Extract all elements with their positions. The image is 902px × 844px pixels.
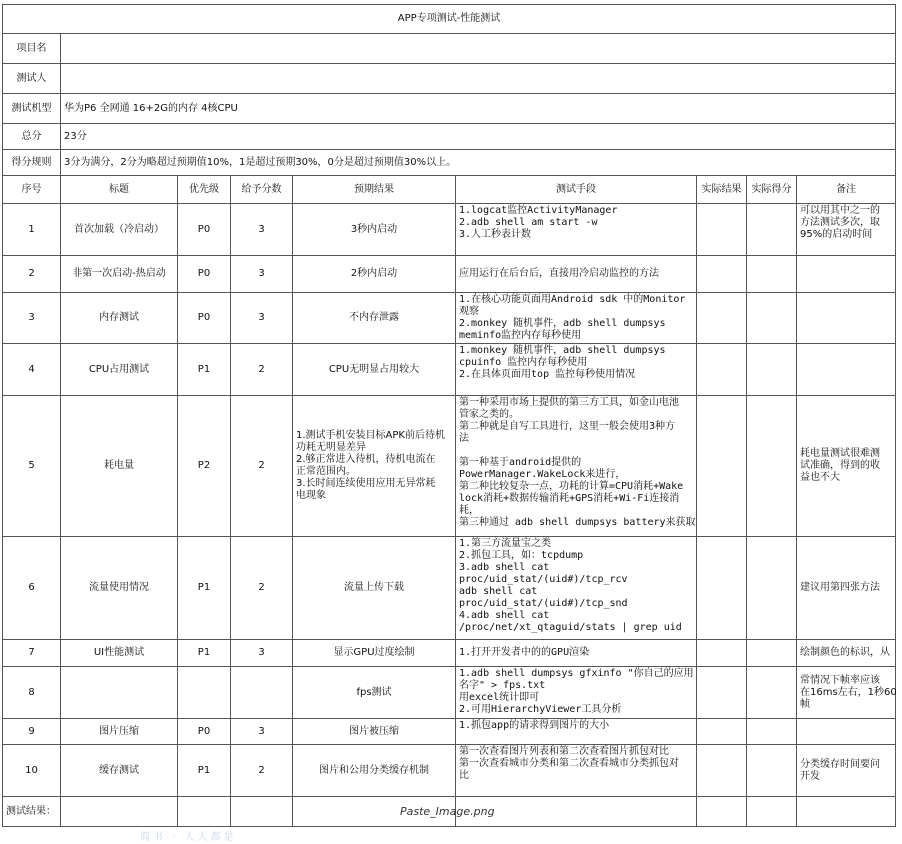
row-expected-line: 1.测试手机安装目标APK前后待机 [296, 430, 445, 441]
result-cell [61, 797, 178, 827]
row-method-line: cpuinfo 监控内存每秒使用 [459, 357, 588, 368]
row-actual-result [697, 667, 747, 719]
row-method-line: 法 [459, 433, 469, 444]
row-method-line: 用excel统计即可 [459, 692, 540, 703]
row-method [456, 396, 697, 537]
row-expected: 不内存泄露 [293, 293, 456, 344]
row-method [456, 719, 697, 745]
row-remark-line: 开发 [800, 770, 820, 782]
row-remark [797, 396, 896, 537]
row-expected: 2秒内启动 [293, 256, 456, 293]
result-cell [178, 797, 231, 827]
info-label: 总分 [3, 124, 61, 150]
row-actual-score [747, 396, 797, 537]
info-value: 23分 [61, 124, 896, 150]
row-method-line: 1.打开开发者中的的GPU渲染 [459, 647, 590, 658]
row-method-line: 4.adb shell cat [459, 610, 550, 621]
row-expected: 图片和公用分类缓存机制 [293, 745, 456, 797]
result-cell [797, 797, 896, 827]
row-remark [797, 537, 896, 640]
row-method-line: lock消耗+数据传输消耗+GPS消耗+Wi-Fi连接消 [459, 493, 680, 504]
row-method-line: 2.可用HierarchyViewer工具分析 [459, 704, 622, 715]
row-method-line: meminfo监控内存每秒使用 [459, 330, 582, 341]
row-remark [797, 204, 896, 256]
row-remark-line: 常情况下帧率应该 [800, 674, 880, 686]
column-header: 序号 [3, 176, 61, 204]
row-number: 1 [3, 204, 61, 256]
row-method-line: 2.adb shell am start -w [459, 217, 598, 228]
row-expected-line: 2.够正常进入待机，待机电流在 [296, 454, 436, 465]
row-method-line: 第二种就是自写工具进行，这里一般会使用3种方 [459, 421, 676, 432]
result-label: 测试结果： [3, 797, 61, 827]
info-value: 华为P6 全网通 16+2G的内存 4核CPU [61, 94, 896, 124]
row-method-line: 1.第三方流量宝之类 [459, 538, 552, 549]
row-title: 首次加载（冷启动） [61, 204, 178, 256]
row-number: 8 [3, 667, 61, 719]
info-label: 项目名 [3, 34, 61, 64]
row-number: 6 [3, 537, 61, 640]
row-method-line: 2.抓包工具，如：tcpdump [459, 550, 584, 561]
row-method-line: 比 [459, 770, 469, 781]
row-expected: 显示GPU过度绘制 [293, 640, 456, 667]
row-method [456, 204, 697, 256]
result-cell [231, 797, 293, 827]
row-method-line: 1.logcat监控ActivityManager [459, 205, 618, 216]
row-method-line: 第一次查看城市分类和第二次查看城市分类抓包对 [459, 758, 679, 769]
row-number: 3 [3, 293, 61, 344]
row-expected: fps测试 [293, 667, 456, 719]
info-row [3, 64, 896, 94]
row-method-line: /proc/net/xt_qtaguid/stats | grep uid [459, 622, 682, 633]
row-score: 2 [231, 537, 293, 640]
row-score: 3 [231, 204, 293, 256]
row-remark-line: 可以用其中之一的 [800, 205, 880, 216]
row-title: 流量使用情况 [61, 537, 178, 640]
row-method [456, 256, 697, 293]
row-title [61, 667, 178, 719]
row-method-line [459, 445, 693, 457]
row-method [456, 640, 697, 667]
row-actual-result [697, 293, 747, 344]
column-header: 给予分数 [231, 176, 293, 204]
table-row [3, 537, 896, 640]
row-remark-line: 95%的启动时间 [800, 229, 873, 240]
info-value [61, 34, 896, 64]
row-priority: P1 [178, 745, 231, 797]
row-actual-result [697, 719, 747, 745]
row-remark [797, 344, 896, 396]
row-score: 2 [231, 396, 293, 537]
row-title: 非第一次启动-热启动 [61, 256, 178, 293]
column-header: 备注 [797, 176, 896, 204]
row-method-line: 2.monkey 随机事件，adb shell dumpsys [459, 318, 666, 329]
row-remark-line: 益也不大 [800, 472, 840, 483]
table-row [3, 293, 896, 344]
table-row [3, 667, 896, 719]
row-remark-line: 分类缓存时间要问 [800, 758, 880, 770]
row-title: UI性能测试 [61, 640, 178, 667]
row-actual-result [697, 256, 747, 293]
row-actual-score [747, 537, 797, 640]
info-label: 测试人 [3, 64, 61, 94]
row-score: 2 [231, 745, 293, 797]
row-actual-result [697, 204, 747, 256]
table-row [3, 719, 896, 745]
row-priority: P0 [178, 293, 231, 344]
row-score: 3 [231, 293, 293, 344]
row-expected: 3秒内启动 [293, 204, 456, 256]
row-actual-score [747, 344, 797, 396]
column-header: 实际结果 [697, 176, 747, 204]
row-remark-line: 绘制颜色的标识，从 [800, 647, 890, 658]
sheet-title: APP专项测试-性能测试 [3, 5, 896, 34]
row-score: 3 [231, 640, 293, 667]
row-title: 缓存测试 [61, 745, 178, 797]
row-priority: P1 [178, 640, 231, 667]
row-method-line: 名字" > fps.txt [459, 680, 546, 691]
table-row [3, 745, 896, 797]
row-title: CPU占用测试 [61, 344, 178, 396]
row-priority: P1 [178, 537, 231, 640]
row-remark [797, 667, 896, 719]
row-method [456, 344, 697, 396]
column-header: 测试手段 [456, 176, 697, 204]
row-priority: P1 [178, 344, 231, 396]
row-expected: 流量上传下载 [293, 537, 456, 640]
row-title: 图片压缩 [61, 719, 178, 745]
result-cell [697, 797, 747, 827]
table-row [3, 640, 896, 667]
row-remark-line: 方法测试多次，取 [800, 217, 880, 228]
info-row [3, 150, 896, 176]
info-label: 测试机型 [3, 94, 61, 124]
row-remark-line: 建议用第四张方法 [800, 582, 880, 593]
row-expected: CPU无明显占用较大 [293, 344, 456, 396]
row-method-line: 1.在核心功能页面用Android sdk 中的Monitor [459, 294, 686, 305]
row-method-line: 耗， [459, 505, 479, 516]
row-method-line: proc/uid_stat/(uid#)/tcp_snd [459, 598, 628, 609]
column-header: 预期结果 [293, 176, 456, 204]
row-method-line: PowerManager.WakeLock来进行， [459, 469, 626, 480]
row-actual-result [697, 745, 747, 797]
row-method-line: proc/uid_stat/(uid#)/tcp_rcv [459, 574, 628, 585]
row-method-line: 1.抓包app的请求得到图片的大小 [459, 720, 610, 731]
row-method-line: 第一种基于android提供的 [459, 457, 582, 468]
column-header: 实际得分 [747, 176, 797, 204]
row-actual-score [747, 256, 797, 293]
row-method [456, 537, 697, 640]
row-actual-score [747, 745, 797, 797]
performance-test-table [2, 4, 896, 827]
row-actual-score [747, 667, 797, 719]
row-number: 7 [3, 640, 61, 667]
row-number: 9 [3, 719, 61, 745]
row-priority: P0 [178, 256, 231, 293]
row-number: 2 [3, 256, 61, 293]
row-expected: 图片被压缩 [293, 719, 456, 745]
row-remark-line: 耗电量测试很难测 [800, 448, 880, 459]
row-method-line: 应用运行在后台后，直接用冷启动监控的方法 [459, 268, 659, 279]
row-method-line: adb shell cat [459, 586, 538, 597]
column-header: 优先级 [178, 176, 231, 204]
info-value: 3分为满分，2分为略超过预期值10%，1是超过预期30%，0分是超过预期值30%以上。 [61, 150, 896, 176]
row-expected-line: 3.长时间连续使用应用无异常耗 [296, 478, 436, 489]
row-actual-score [747, 640, 797, 667]
row-method-line: 第二种比较复杂一点，功耗的计算=CPU消耗+Wake [459, 481, 684, 492]
row-actual-score [747, 204, 797, 256]
table-row [3, 204, 896, 256]
row-remark [797, 293, 896, 344]
row-remark-line: 在16ms左右，1秒60 [800, 686, 897, 698]
result-cell [747, 797, 797, 827]
row-expected-line: 功耗无明显差异 [296, 442, 366, 453]
row-actual-result [697, 640, 747, 667]
info-row [3, 34, 896, 64]
info-row [3, 124, 896, 150]
row-method [456, 293, 697, 344]
row-actual-result [697, 344, 747, 396]
table-row [3, 256, 896, 293]
row-method-line: 3.adb shell cat [459, 562, 550, 573]
row-priority: P0 [178, 719, 231, 745]
row-method-line: 第三种通过 adb shell dumpsys battery来获取 [459, 517, 696, 528]
row-number: 4 [3, 344, 61, 396]
row-score: 2 [231, 344, 293, 396]
row-actual-result [697, 537, 747, 640]
table-row [3, 344, 896, 396]
info-label: 得分规则 [3, 150, 61, 176]
row-method-line: 3.人工秒表计数 [459, 229, 532, 240]
row-priority [178, 667, 231, 719]
watermark: 简书 · 人人都是 [140, 832, 237, 843]
row-remark [797, 640, 896, 667]
row-method-line: 2.在具体页面用top 监控每秒使用情况 [459, 369, 636, 380]
row-method-line: 1.monkey 随机事件，adb shell dumpsys [459, 345, 666, 356]
column-header: 标题 [61, 176, 178, 204]
table-row [3, 396, 896, 537]
row-title: 内存测试 [61, 293, 178, 344]
row-title: 耗电量 [61, 396, 178, 537]
row-remark-line: 帧 [800, 698, 810, 710]
row-remark [797, 719, 896, 745]
row-remark [797, 256, 896, 293]
row-method [456, 667, 697, 719]
row-priority: P0 [178, 204, 231, 256]
info-row [3, 94, 896, 124]
row-method-line: 第一次查看图片列表和第二次查看图片抓包对比 [459, 746, 669, 757]
row-method-line: 第一种采用市场上提供的第三方工具，如金山电池 [459, 397, 679, 408]
row-expected-line: 电现象 [296, 490, 326, 501]
row-remark [797, 745, 896, 797]
row-expected-line: 正常范围内。 [296, 466, 356, 477]
row-expected [293, 396, 456, 537]
row-score: 3 [231, 719, 293, 745]
row-method [456, 745, 697, 797]
row-number: 10 [3, 745, 61, 797]
row-remark-line: 试准确，得到的收 [800, 460, 880, 471]
row-score: 3 [231, 256, 293, 293]
row-method-line: 观察 [459, 306, 479, 317]
info-value [61, 64, 896, 94]
row-method-line: 管家之类的。 [459, 409, 519, 420]
row-number: 5 [3, 396, 61, 537]
row-actual-score [747, 293, 797, 344]
row-actual-result [697, 396, 747, 537]
row-priority: P2 [178, 396, 231, 537]
row-actual-score [747, 719, 797, 745]
header-row [3, 176, 896, 204]
row-score [231, 667, 293, 719]
image-caption: Paste_Image.png [400, 805, 495, 818]
row-method-line: 1.adb shell dumpsys gfxinfo "你自己的应用 [459, 668, 694, 679]
